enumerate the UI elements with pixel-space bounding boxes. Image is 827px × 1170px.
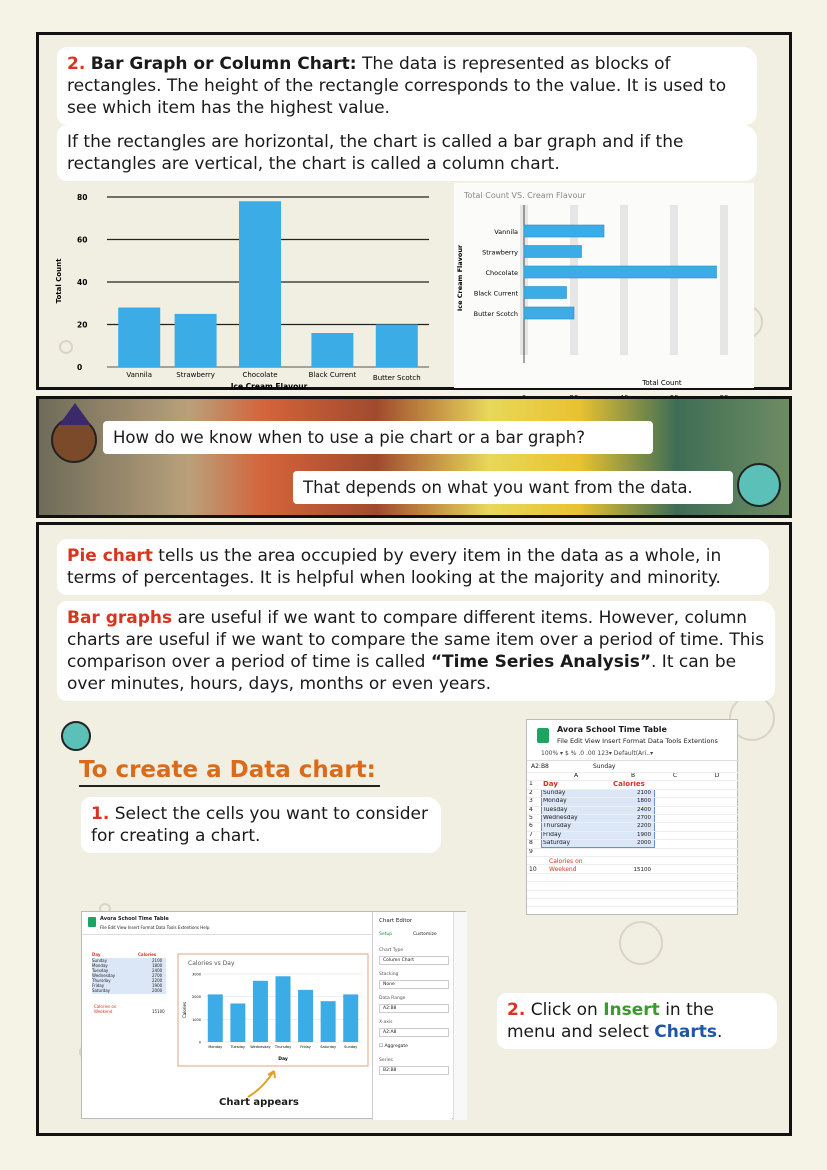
chart-appears-label: Chart appears — [219, 1097, 299, 1108]
y-tick-label: 1000 — [192, 1017, 201, 1022]
row-line — [527, 789, 739, 790]
sheet-menu — [557, 737, 718, 745]
x-tick-label: Vannila — [126, 371, 152, 379]
row-line — [527, 772, 739, 773]
total-label-cell[interactable]: Calories on — [549, 858, 583, 865]
bar-graph-definition — [57, 47, 757, 125]
explanation-text: If the rectangles are horizontal, the chart is called a bar graph and if the rectangles are vertical, the chart is called a column chart. — [67, 132, 684, 175]
editor-field-label: Series — [379, 1058, 393, 1063]
calories-header-cell[interactable]: Calories — [613, 780, 645, 789]
column-bar — [118, 308, 160, 368]
calories-cell[interactable]: 2200 — [152, 978, 163, 983]
column-bar — [253, 981, 268, 1042]
x-tick-label: Monday — [208, 1045, 223, 1049]
calories-cell[interactable]: 2400 — [637, 806, 651, 813]
y-axis-label: Calories — [182, 1001, 187, 1019]
orientation-explanation — [57, 125, 757, 181]
calories-header-cell[interactable]: Calories — [138, 952, 157, 957]
chart-title: Total Count VS. Cream Flavour — [464, 191, 586, 200]
column-bar — [311, 333, 353, 367]
day-cell[interactable]: Wednesday — [92, 973, 116, 978]
day-cell[interactable]: Sunday — [543, 788, 566, 796]
pie-chart-term: Pie chart — [67, 546, 153, 566]
step1-bubble — [81, 797, 441, 853]
time-series-term: “Time Series Analysis” — [430, 652, 651, 673]
day-cell[interactable]: Friday — [543, 830, 562, 838]
bar-graph-term: Bar graphs — [67, 608, 173, 628]
menu-item[interactable]: Tools — [665, 737, 684, 745]
row-line — [527, 864, 739, 865]
editor-field-input[interactable]: None — [379, 980, 449, 989]
row-number[interactable]: 9 — [529, 847, 533, 855]
chart-appears-arrow — [244, 1065, 284, 1101]
row-number[interactable]: 2 — [529, 788, 533, 796]
section-number: 2. — [67, 54, 86, 74]
calories-cell[interactable]: 2200 — [637, 823, 651, 830]
robot-avatar — [737, 463, 781, 507]
x-tick-label: Strawberry — [176, 371, 215, 379]
pie-chart-text: tells us the area occupied by every item in the data as a whole, in terms of percentages. It is helpful when looking at the majority and minority. — [67, 546, 722, 589]
section-heading: Bar Graph or Column Chart: — [90, 54, 357, 74]
answer-bubble — [293, 471, 733, 504]
step2-bubble — [497, 993, 777, 1049]
step1-number: 1. — [91, 804, 110, 824]
bar-graph-panel — [36, 32, 792, 390]
sheet-menu: File Edit View Insert Format Data Tools Extentions Help — [100, 925, 210, 930]
x-tick-label: Wednesday — [250, 1045, 271, 1049]
row-line — [527, 831, 739, 832]
day-cell[interactable]: Wednesday — [543, 814, 578, 821]
menu-item[interactable]: Data — [647, 737, 666, 745]
bar — [524, 225, 604, 237]
step2-text: Click on — [530, 1000, 604, 1020]
y-tick-label: Butter Scotch — [473, 310, 518, 318]
column-bar — [230, 1003, 245, 1042]
row-number[interactable]: 10 — [529, 866, 537, 874]
calories-cell[interactable]: 2400 — [152, 968, 163, 973]
bar — [524, 266, 717, 278]
total-cell[interactable]: 15100 — [152, 1009, 165, 1014]
robot-avatar-small — [61, 721, 91, 751]
column-bar — [343, 994, 358, 1042]
y-tick-label: 0 — [77, 363, 83, 372]
editor-field-label: Data Range — [379, 996, 406, 1001]
menu-item[interactable]: View — [584, 737, 603, 745]
total-cell[interactable]: 15100 — [633, 867, 651, 874]
hat-icon — [59, 403, 91, 425]
editor-field-input[interactable]: Column Chart — [379, 956, 449, 965]
row-line — [527, 839, 739, 840]
x-tick-label: Black Current — [308, 371, 357, 379]
total-label-cell[interactable]: Calories on — [94, 1004, 117, 1009]
x-tick-label: Tuesday — [230, 1045, 245, 1049]
row-line — [527, 822, 739, 823]
insert-term: Insert — [603, 1000, 660, 1020]
day-cell[interactable]: Friday — [92, 983, 105, 988]
row-line — [527, 890, 739, 891]
menu-item[interactable]: Insert — [602, 737, 623, 745]
menu-item[interactable]: File — [557, 737, 570, 745]
column-header[interactable]: B — [630, 772, 636, 779]
definition-text: The data is represented as blocks of rectangles. The height of the rectangle corresponds to the value. It is used to see which item has the highest value. — [67, 54, 727, 119]
menu-item[interactable]: Extentions — [683, 737, 718, 745]
row-number[interactable]: 3 — [529, 797, 533, 805]
column-bar — [376, 325, 418, 368]
editor-title: Chart Editor — [379, 918, 413, 924]
day-cell[interactable]: Saturday — [543, 839, 571, 847]
day-cell[interactable]: Saturday — [92, 988, 111, 993]
column-bar — [298, 990, 313, 1042]
chart-frame[interactable] — [178, 954, 368, 1066]
sheet-title: Avora School Time Table — [100, 916, 169, 922]
x-axis-label: Total Count — [642, 379, 682, 387]
calories-cell[interactable]: 2700 — [637, 815, 651, 821]
spreadsheet-screenshot — [526, 719, 738, 915]
column-chart — [49, 183, 459, 393]
calories-cell[interactable]: 2000 — [637, 840, 651, 847]
charts-term: Charts — [654, 1022, 717, 1043]
calories-cell[interactable]: 2100 — [637, 789, 651, 796]
calories-cell[interactable]: 2100 — [152, 958, 163, 963]
row-line — [527, 848, 739, 849]
aggregate-checkbox[interactable]: ☐ Aggregate — [379, 1044, 408, 1049]
editor-field-label: Chart Type — [379, 948, 404, 953]
calories-cell[interactable]: 2700 — [152, 973, 163, 978]
editor-field-input[interactable]: B2:B8 — [379, 1066, 449, 1075]
calories-cell[interactable]: 1800 — [637, 798, 651, 805]
row-number[interactable]: 1 — [529, 780, 533, 788]
bar — [524, 246, 582, 258]
tab-setup[interactable]: Setup — [379, 932, 393, 937]
column-bar — [321, 1001, 336, 1042]
bar — [524, 307, 574, 319]
calories-column-chart — [178, 954, 368, 1066]
sheet-grid-small — [82, 948, 177, 1048]
cell-reference: A2:B8 — [531, 763, 549, 770]
row-line — [527, 797, 739, 798]
y-tick-label: 2000 — [192, 995, 201, 1000]
step2-text-middle: in the menu and select — [507, 1000, 715, 1043]
step2-text-end: . — [716, 1022, 723, 1043]
calories-cell[interactable]: 1900 — [152, 983, 163, 988]
day-cell[interactable]: Thursday — [543, 822, 571, 830]
bar-graph-explanation — [57, 601, 775, 701]
day-cell[interactable]: Monday — [92, 963, 108, 968]
editor-field-label: Stacking — [379, 972, 399, 977]
bar-graph-text-end: . It can be over minutes, hours, days, months or even years. — [67, 652, 737, 695]
day-cell[interactable]: Thursday — [92, 978, 111, 983]
row-line — [527, 806, 739, 807]
day-cell[interactable]: Monday — [543, 797, 567, 805]
y-tick-label: 40 — [77, 278, 88, 287]
decor-circle — [619, 921, 663, 965]
editor-field-label: X-axis — [379, 1020, 393, 1025]
calories-cell[interactable]: 2000 — [152, 988, 163, 993]
x-tick-label: Saturday — [320, 1045, 337, 1049]
x-tick-label: Friday — [300, 1045, 311, 1049]
day-cell[interactable]: Sunday — [92, 958, 107, 963]
row-number[interactable]: 6 — [529, 822, 533, 830]
column-bar — [239, 201, 281, 367]
y-axis-label: Total Count — [55, 258, 63, 304]
step2-number: 2. — [507, 1000, 526, 1020]
create-chart-heading: To create a Data chart: — [79, 757, 376, 783]
dialog-panel — [36, 396, 792, 518]
x-tick-label: Thursday — [274, 1045, 292, 1049]
row-line — [527, 814, 739, 815]
bar — [524, 287, 567, 299]
row-line — [527, 881, 739, 882]
row-number[interactable]: 4 — [529, 805, 533, 813]
calories-cell[interactable]: 1800 — [152, 963, 163, 968]
y-tick-label: 0 — [198, 1040, 201, 1045]
bar-chart — [454, 183, 754, 388]
y-tick-label: 80 — [77, 193, 88, 202]
side-rail — [453, 912, 467, 1120]
chart-editor-sidebar — [372, 912, 452, 1120]
menu-item[interactable]: Format — [622, 737, 648, 745]
column-header[interactable]: A — [573, 772, 579, 779]
create-chart-title — [79, 757, 380, 787]
row-number[interactable]: 7 — [529, 830, 533, 838]
sheets-icon — [537, 728, 549, 743]
row-line — [527, 898, 739, 899]
day-cell[interactable]: Tuesday — [543, 805, 568, 813]
column-bar — [175, 314, 217, 367]
step1-text: Select the cells you want to consider for creating a chart. — [91, 804, 428, 847]
answer-text: That depends on what you want from the data. — [303, 478, 693, 497]
x-axis-label: Day — [278, 1057, 288, 1062]
column-bar — [208, 994, 223, 1042]
row-number[interactable]: 5 — [529, 814, 533, 821]
sheet-grid — [527, 772, 739, 916]
y-tick-label: 20 — [77, 320, 88, 330]
total-label-cell[interactable]: Weekend — [94, 1009, 113, 1014]
y-tick-label: 3000 — [192, 972, 201, 977]
question-text: How do we know when to use a pie chart or a bar graph? — [113, 428, 585, 447]
x-tick-label: Sunday — [344, 1045, 358, 1049]
sheet-title: Avora School Time Table — [557, 725, 667, 734]
day-header-cell[interactable]: Day — [92, 952, 101, 957]
x-tick-label: Chocolate — [242, 371, 278, 379]
y-tick-label: Vannila — [494, 228, 518, 236]
column-bar — [276, 976, 291, 1042]
row-line — [527, 780, 739, 781]
question-bubble — [103, 421, 653, 454]
row-line — [527, 856, 739, 857]
column-header[interactable]: C — [672, 772, 678, 779]
menu-item[interactable]: Edit — [569, 737, 585, 745]
day-cell[interactable]: Tuesday — [92, 968, 109, 973]
formula-value: Sunday — [593, 763, 616, 770]
editor-field-input[interactable]: A2:A8 — [379, 1028, 449, 1037]
pie-chart-explanation — [57, 539, 769, 595]
day-header-cell[interactable]: Day — [543, 780, 558, 789]
row-line — [527, 873, 739, 874]
y-tick-label: Black Current — [473, 289, 518, 298]
row-number[interactable]: 8 — [529, 839, 533, 847]
y-tick-label: Chocolate — [485, 269, 518, 277]
chart-title: Calories vs Day — [188, 960, 235, 967]
x-axis-label: Ice Cream Flavour — [230, 382, 308, 391]
calories-cell[interactable]: 1900 — [637, 831, 651, 838]
chart-usage-panel — [36, 522, 792, 1136]
editor-field-input[interactable]: A2:B8 — [379, 1004, 449, 1013]
bar-graph-text: are useful if we want to compare different items. However, column charts are useful if we want to compare the same item over a period of time. This comparison over a period of time is called — [67, 608, 765, 673]
row-line — [527, 906, 739, 907]
sheet-toolbar: 100% ▾ $ % .0 .00 123▾ Default(Ari..▾ — [541, 750, 654, 757]
y-axis-label: Ice Cream Flavour — [456, 244, 464, 312]
column-header[interactable]: D — [714, 772, 720, 779]
total-label-cell[interactable]: Weekend — [549, 866, 577, 874]
y-tick-label: Strawberry — [482, 248, 518, 257]
y-tick-label: 60 — [77, 235, 88, 245]
x-tick-label: Butter Scotch — [372, 374, 421, 382]
sheets-icon — [88, 917, 96, 927]
tab-customize[interactable]: Customize — [413, 932, 437, 937]
